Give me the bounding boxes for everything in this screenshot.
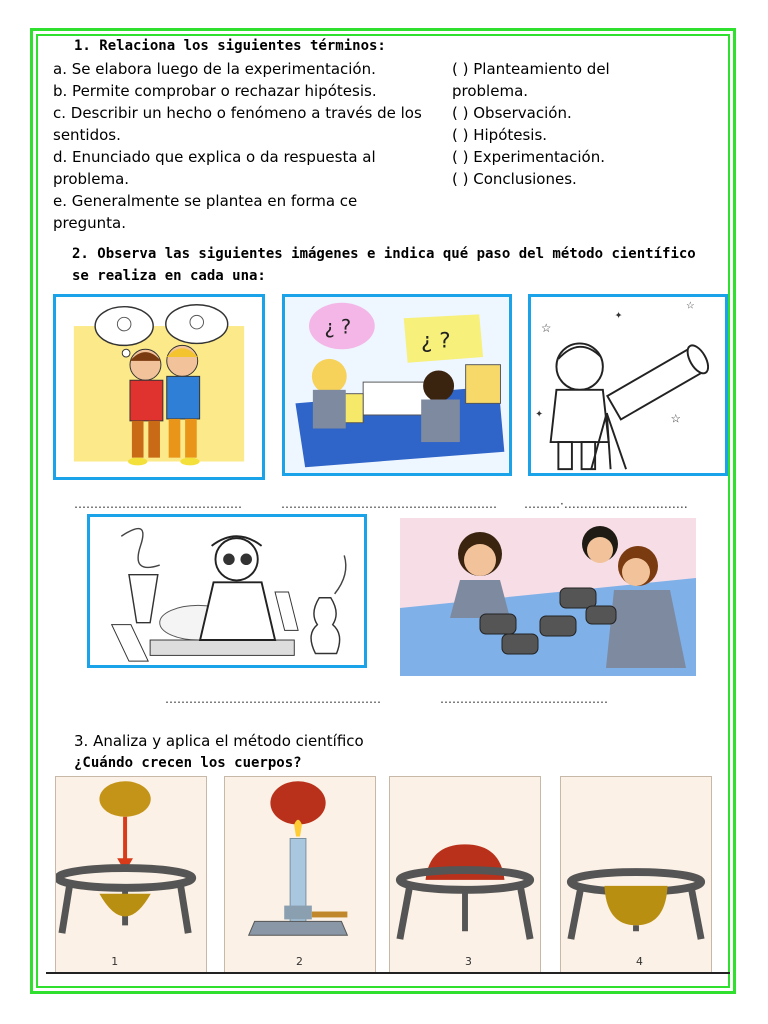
picture-scientist-experiment [87, 514, 367, 668]
answer-blank-3[interactable]: ………·…………………………. [524, 497, 688, 511]
term-c: c. Describir un hecho o fenómeno a través de los [53, 104, 422, 122]
answer-blank-5[interactable]: …………………………………… [440, 692, 608, 706]
bottom-divider [46, 972, 730, 974]
experiment-panel-2 [224, 776, 376, 974]
panel-number-2: 2 [296, 954, 303, 968]
option-planteamiento-cont: problema. [452, 82, 529, 100]
answer-blank-2[interactable]: ……………………………………………… [281, 497, 497, 511]
term-d-cont: problema. [53, 170, 130, 188]
panel-number-1: 1 [111, 954, 119, 968]
picture-kids-studying [282, 294, 512, 476]
svg-text:✦: ✦ [535, 408, 544, 420]
term-d: d. Enunciado que explica o da respuesta al [53, 148, 376, 166]
answer-blank-4[interactable]: ……………………………………………… [165, 692, 381, 706]
option-planteamiento: ( ) Planteamiento del [452, 60, 610, 78]
picture-kids-toy-dogs [400, 518, 696, 676]
section1-title: 1. Relaciona los siguientes términos: [74, 38, 386, 54]
picture-kids-thinking [53, 294, 265, 480]
term-e: e. Generalmente se plantea en forma ce [53, 192, 358, 210]
term-c-cont: sentidos. [53, 126, 121, 144]
panel-number-4: 4 [636, 954, 643, 968]
question-mark-2: ¿ ? [421, 328, 451, 354]
experiment-panel-4 [560, 776, 712, 974]
experiment-panel-1 [55, 776, 207, 974]
svg-text:✦: ✦ [614, 310, 623, 322]
section3-title: 3. Analiza y aplica el método científico [74, 732, 364, 750]
term-a: a. Se elabora luego de la experimentación. [53, 60, 376, 78]
section2-title-line1: 2. Observa las siguientes imágenes e indica qué paso del método científico [72, 246, 696, 262]
term-b: b. Permite comprobar o rechazar hipótesis. [53, 82, 377, 100]
answer-blank-1[interactable]: …………………………………… [74, 497, 242, 511]
term-e-cont: pregunta. [53, 214, 126, 232]
svg-text:☆: ☆ [540, 320, 552, 335]
experiment-panel-3 [389, 776, 541, 974]
option-experimentacion: ( ) Experimentación. [452, 148, 605, 166]
option-observacion: ( ) Observación. [452, 104, 572, 122]
picture-boy-telescope [528, 294, 728, 476]
section3-question: ¿Cuándo crecen los cuerpos? [74, 755, 302, 771]
question-mark-1: ¿ ? [324, 315, 352, 339]
panel-number-3: 3 [465, 954, 472, 968]
svg-text:☆: ☆ [670, 411, 681, 426]
svg-text:☆: ☆ [686, 300, 695, 312]
section2-title-line2: se realiza en cada una: [72, 268, 266, 284]
option-hipotesis: ( ) Hipótesis. [452, 126, 548, 144]
option-conclusiones: ( ) Conclusiones. [452, 170, 577, 188]
